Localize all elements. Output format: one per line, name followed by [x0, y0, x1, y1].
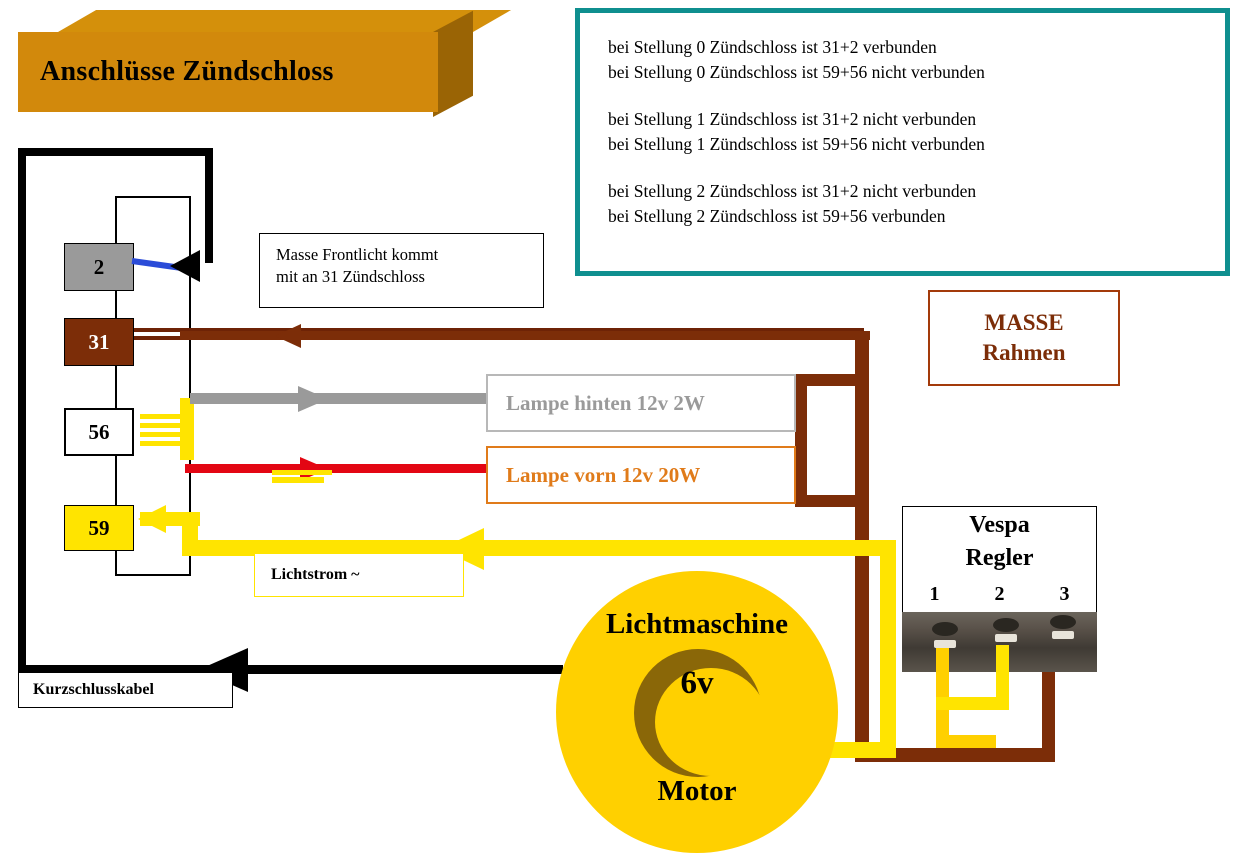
note-kurzschlusskabel-label: Kurzschlusskabel — [33, 681, 154, 698]
front-lamp-label: Lampe vorn 12v 20W — [506, 462, 701, 487]
regler-socket-3 — [1050, 615, 1076, 629]
note-lichtstrom-label: Lichtstrom ~ — [271, 566, 360, 583]
regler-pin-1: 1 — [929, 583, 940, 605]
yellow-wire-regler-pin2-horizontal — [936, 697, 1009, 710]
vespa-regler-line2: Regler — [965, 545, 1034, 571]
brown-wire-arrow-icon — [275, 324, 301, 348]
terminal-2[interactable]: 2 — [64, 243, 134, 291]
black-wire-right — [205, 148, 213, 263]
yellow-wire-front-stub-upper — [272, 470, 332, 475]
vespa-regler-pin-numbers — [902, 583, 1097, 606]
brown-wire-front-lamp-ground — [795, 495, 857, 507]
rear-lamp-label: Lampe hinten 12v 2W — [506, 390, 705, 415]
red-wire-front-lamp — [185, 464, 490, 473]
legend-line: bei Stellung 1 Zündschloss ist 31+2 nicht verbunden — [608, 109, 977, 129]
note-kurzschlusskabel — [18, 672, 233, 708]
yellow-wire-56-bus — [180, 398, 194, 460]
legend-spacer — [608, 85, 1225, 107]
rear-lamp-box — [486, 374, 796, 432]
yellow-wire-arrow-59-icon — [138, 505, 166, 533]
masse-rahmen-line1: MASSE — [984, 310, 1064, 335]
note-masse-line2: mit an 31 Zündschloss — [276, 267, 425, 286]
regler-contact-2 — [995, 634, 1017, 642]
legend-line: bei Stellung 0 Zündschloss ist 31+2 verbunden — [608, 37, 937, 57]
brown-wire-lamp-bus — [795, 374, 807, 507]
note-masse-line1: Masse Frontlicht kommt — [276, 245, 439, 264]
title-block-face — [18, 32, 438, 112]
yellow-wire-vertical-join — [182, 512, 198, 556]
legend-line: bei Stellung 1 Zündschloss ist 59+56 nicht verbunden — [608, 134, 985, 154]
regler-contact-3 — [1052, 631, 1074, 639]
legend-line: bei Stellung 2 Zündschloss ist 31+2 nicht verbunden — [608, 181, 977, 201]
legend-line: bei Stellung 2 Zündschloss ist 59+56 verbunden — [608, 206, 946, 226]
regler-socket-1 — [932, 622, 958, 636]
regler-pin-3: 3 — [1059, 583, 1070, 605]
regler-pin-2: 2 — [994, 583, 1005, 605]
yellow-wire-generator-vertical — [880, 540, 896, 755]
page-title: Anschlüsse Zündschloss — [40, 56, 334, 87]
legend-spacer — [608, 157, 1225, 179]
ignition-switch-states-legend — [575, 8, 1230, 276]
black-wire-arrow-icon — [170, 250, 200, 282]
note-masse-frontlicht — [259, 233, 544, 308]
masse-rahmen-line2: Rahmen — [982, 340, 1066, 365]
terminal-56[interactable]: 56 — [64, 408, 134, 456]
regler-contact-1 — [934, 640, 956, 648]
brown-wire-rear-lamp-ground — [795, 374, 857, 386]
vespa-regler-line1: Vespa — [969, 512, 1030, 538]
yellow-wire-front-stub-lower — [272, 477, 324, 483]
grey-wire-rear-lamp — [190, 393, 490, 404]
black-wire-left — [18, 148, 26, 673]
grey-wire-arrow-icon — [298, 386, 328, 412]
terminal-31[interactable]: 31 — [64, 318, 134, 366]
regler-socket-2 — [993, 618, 1019, 632]
generator-label-voltage: 6v — [680, 665, 714, 701]
terminal-59[interactable]: 59 — [64, 505, 134, 551]
legend-line: bei Stellung 0 Zündschloss ist 59+56 nicht verbunden — [608, 62, 985, 82]
title-block — [18, 10, 473, 120]
generator-label-bottom: Motor — [657, 775, 737, 807]
masse-rahmen-box — [928, 290, 1120, 386]
generator-label-top: Lichtmaschine — [605, 608, 789, 640]
note-lichtstrom — [254, 553, 464, 597]
front-lamp-box — [486, 446, 796, 504]
black-wire-top — [18, 148, 213, 156]
yellow-wire-regler-pin1-horizontal — [936, 735, 996, 748]
